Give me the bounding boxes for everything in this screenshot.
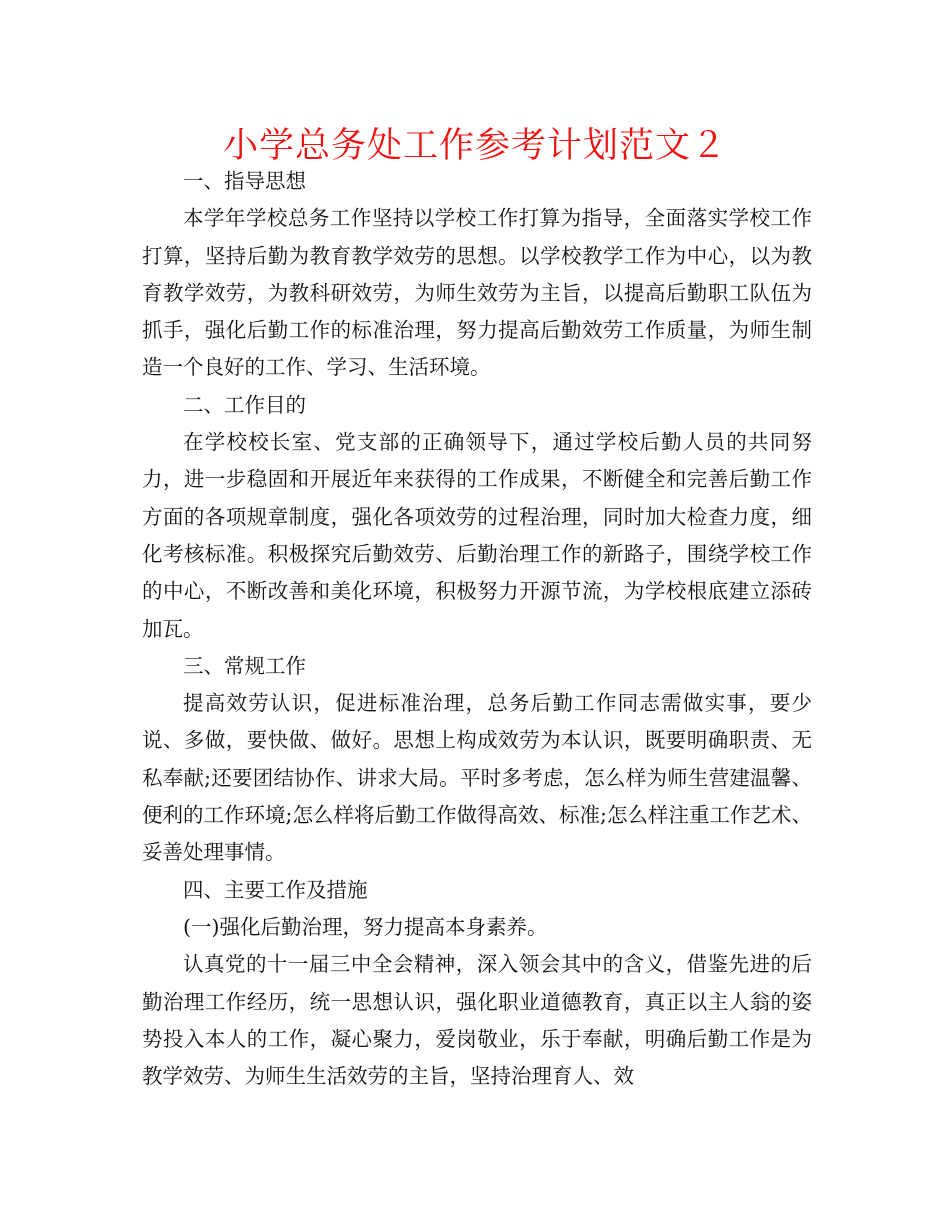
body-paragraph: 认真党的十一届三中全会精神，深入领会其中的含义，借鉴先进的后勤治理工作经历，统一思想认识，强化职业道德教育，真正以主人翁的姿势投入本人的工作，凝心聚力，爱岗敬业，乐于奉献，明确后勤工作是为教学效劳、为师生生活效劳的主旨，坚持治理育人、效	[142, 952, 812, 1089]
section-heading-routine-work: 三、常规工作	[183, 653, 306, 678]
body-paragraph: 在学校校长室、党支部的正确领导下，通过学校后勤人员的共同努力，进一步稳固和开展近年来获得的工作成果，不断健全和完善后勤工作方面的各项规章制度，强化各项效劳的过程治理，同时加大检查力度，细化考核标准。积极探究后勤效劳、后勤治理工作的新路子，围绕学校工作的中心，不断改善和美化环境，积极努力开源节流，为学校根底建立添砖加瓦。	[142, 430, 812, 641]
section-heading-guiding-ideology: 一、指导思想	[183, 169, 306, 193]
body-paragraph: 本学年学校总务工作坚持以学校工作打算为指导，全面落实学校工作打算，坚持后勤为教育教学效劳的思想。以学校教学工作为中心，以为教育教学效劳，为教科研效劳，为师生效劳为主旨，以提高后勤职工队伍为抓手，强化后勤工作的标准治理，努力提高后勤效劳工作质量，为师生制造一个良好的工作、学习、生活环境。	[142, 206, 812, 380]
document-body	[142, 163, 812, 1095]
body-paragraph: 提高效劳认识，促进标准治理，总务后勤工作同志需做实事，要少说、多做，要快做、做好。思想上构成效劳为本认识，既要明确职责、无私奉献;还要团结协作、讲求大局。平时多考虑，怎么样为师生营建温馨、便利的工作环境;怎么样将后勤工作做得高效、标准;怎么样注重工作艺术、妥善处理事情。	[142, 691, 812, 865]
section-heading-main-work: 四、主要工作及措施	[183, 877, 368, 902]
document-title: 小学总务处工作参考计划范文２	[222, 126, 727, 166]
subsection-heading: (一)强化后勤治理，努力提高本身素养。	[183, 914, 548, 939]
section-heading-work-goals: 二、工作目的	[183, 392, 306, 417]
